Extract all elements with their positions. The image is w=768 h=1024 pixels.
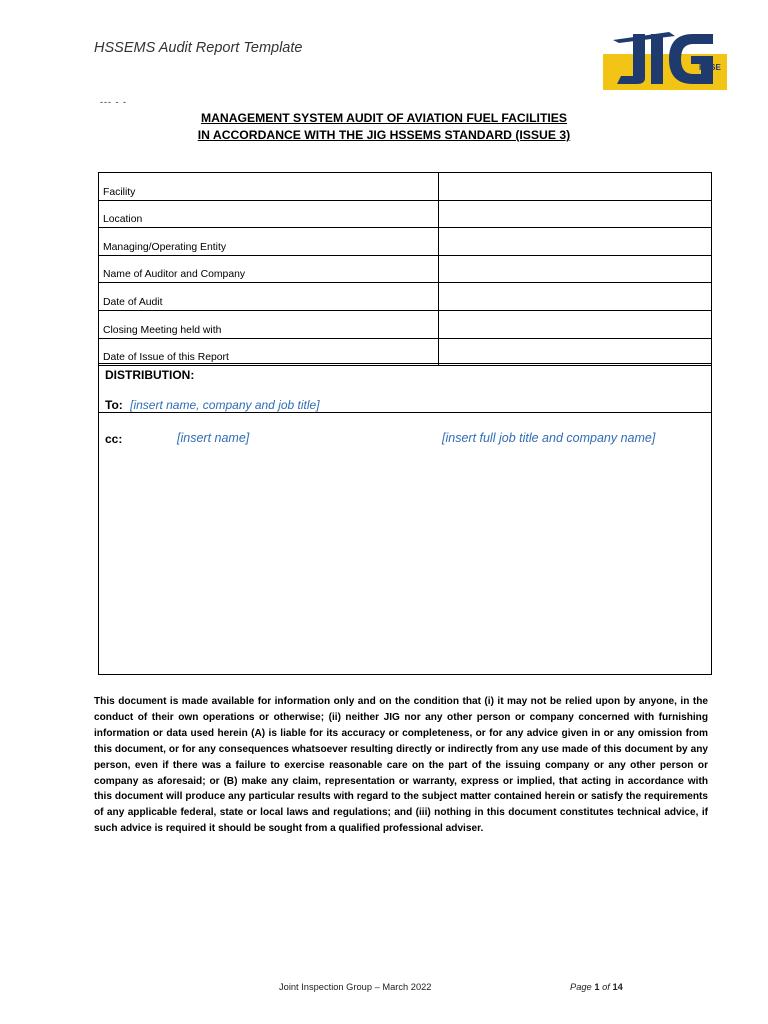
header-title: HSSEMS Audit Report Template <box>94 40 303 56</box>
document-title-line2: IN ACCORDANCE WITH THE JIG HSSEMS STANDARD (ISSUE 3) <box>197 128 571 142</box>
issue-date-value[interactable] <box>439 338 712 366</box>
disclaimer-text: This document is made available for information only and on the condition that (i) it may not be relied upon by anyone, in the conduct of their own operations or otherwise; (ii) neither JIG nor any other person or company concerned with furnishing information or data used herein (A) is liable for its accuracy or completeness, or for any advice given in or any omission from this document, or for any consequences whatsoever resulting directly or indirectly from any use made of this document by any person, even if there was a failure to exercise reasonable care on the part of the issuing company or any other person or company as aforesaid; or (B) make any claim, representation or warranty, express or implied, that acting in accordance with this document will produce any particular results with regard to the subject matter contained herein or satisfy the requirements of any applicable federal, state or local laws and regulations; and (iii) nothing in this document constitutes technical advice, if such advice is required it should be sought from a qualified professional adviser. <box>94 696 708 835</box>
footer-organization: Joint Inspection Group – March 2022 <box>279 982 432 992</box>
table-row <box>99 173 712 201</box>
document-title-line1: MANAGEMENT SYSTEM AUDIT OF AVIATION FUEL FACILITIES <box>200 111 568 125</box>
page-number: 1 <box>594 982 600 992</box>
page-number-footer <box>570 982 623 992</box>
location-value[interactable] <box>439 200 712 228</box>
closing-meeting-value[interactable] <box>439 310 712 338</box>
to-label: To: <box>105 398 123 412</box>
to-value-placeholder[interactable]: [insert name, company and job title] <box>130 398 320 412</box>
page-total: 14 <box>612 982 623 992</box>
managing-entity-label: Managing/Operating Entity <box>99 228 439 256</box>
audit-info-table <box>98 172 712 366</box>
table-row <box>99 200 712 228</box>
table-row <box>99 283 712 311</box>
facility-value[interactable] <box>439 173 712 201</box>
audit-date-value[interactable] <box>439 283 712 311</box>
closing-meeting-label: Closing Meeting held with <box>99 310 439 338</box>
auditor-label: Name of Auditor and Company <box>99 255 439 283</box>
table-row <box>99 255 712 283</box>
location-label: Location <box>99 200 439 228</box>
distribution-heading: DISTRIBUTION: <box>105 368 195 382</box>
to-line <box>105 398 320 412</box>
auditor-value[interactable] <box>439 255 712 283</box>
jig-hsse-logo <box>603 24 727 90</box>
audit-date-label: Date of Audit <box>99 283 439 311</box>
of-word: of <box>602 982 610 992</box>
dash-mark: --- - - <box>100 97 127 107</box>
cc-job-placeholder[interactable]: [insert full job title and company name] <box>442 431 656 445</box>
table-row <box>99 338 712 366</box>
distribution-box <box>98 363 712 675</box>
managing-entity-value[interactable] <box>439 228 712 256</box>
page-word: Page <box>570 982 592 992</box>
table-row <box>99 228 712 256</box>
table-row <box>99 310 712 338</box>
cc-label: cc: <box>105 432 123 446</box>
facility-label: Facility <box>99 173 439 201</box>
distribution-header <box>99 364 711 413</box>
cc-name-placeholder[interactable]: [insert name] <box>177 431 250 445</box>
issue-date-label: Date of Issue of this Report <box>99 338 439 366</box>
logo-sub-text: HSSE <box>699 63 721 72</box>
